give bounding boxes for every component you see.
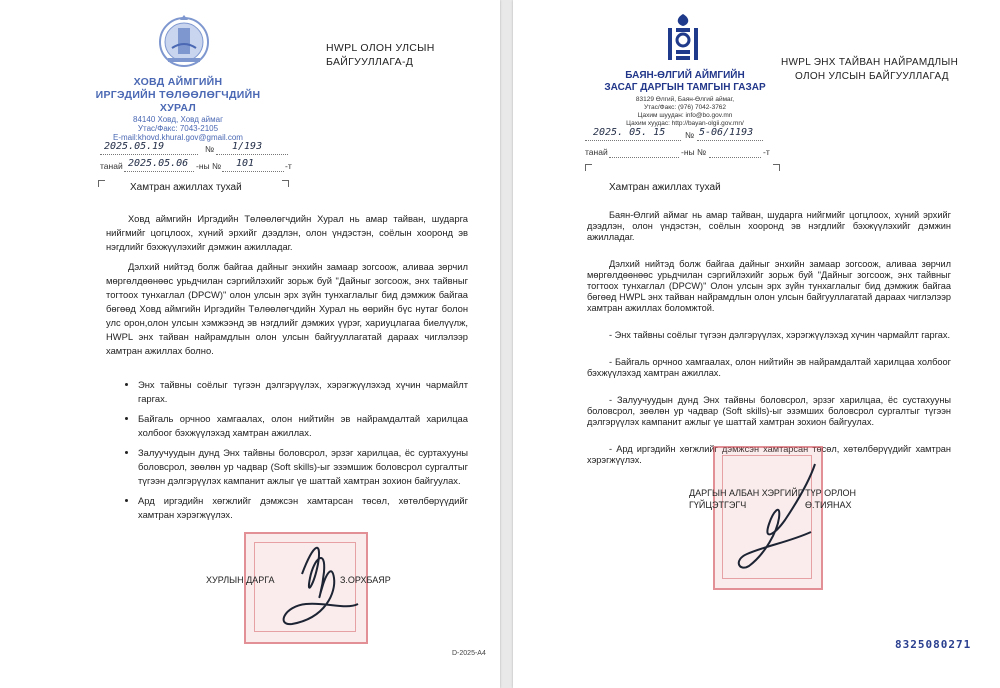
reference-date: 2025. 05. 15: [593, 127, 666, 138]
signer-name: Ө.ТИЯНАХ: [805, 500, 852, 510]
reference-number-label: №: [205, 144, 215, 154]
signer-title: ХУРЛЫН ДАРГА: [206, 575, 275, 585]
bullet-item: • Ард иргэдийн хөгжлийг дэмжсэн хамтарсан төсөл, хөтөлбөрүүдийг хамтран хэрэгжүүлэх.: [138, 494, 468, 522]
body-paragraph-2: Дэлхий нийтэд болж байгаа дайныг энхийн замаар зогсоож, аливаа зөрчил мөргөлдөөнөөс урьдчилан сэргийлэхийг зорьж буй "Дайныг зогсоож, энх тайвныг тогтоох тунхаглал (DPCW)" Олон улсын эрх зүйн тунхаглалыг бид дэмжиж байгаа бөгөөд HWPL энх тайван найрамдлын олон улсын байгууллагатай дараах чиглэлээр хамтран ажиллах боломжтой.: [587, 259, 951, 313]
signature-icon: [262, 534, 362, 630]
state-emblem-icon: [158, 14, 210, 70]
reply-number: 101: [236, 158, 255, 169]
letter-body: [587, 210, 951, 482]
addressee-line2: БАЙГУУЛЛАГА-Д: [326, 56, 414, 68]
signer-title-line2: ГҮЙЦЭТГЭГЧ: [689, 500, 747, 510]
addressee-line1: HWPL ОЛОН УЛСЫН: [326, 42, 435, 54]
reply-label: танай: [585, 147, 608, 157]
addressee-line1: HWPL ЭНХ ТАЙВАН НАЙРАМДЛЫН: [781, 57, 959, 68]
bullet-item: • Байгаль орчноо хамгаалах, олон нийтийн эв найрамдалтай харилцаа холбоог бэхжүүлэхэд хамтран ажиллах.: [138, 412, 468, 440]
org-name-line1: ХОВД АЙМГИЙН: [133, 76, 223, 88]
soyombo-emblem-icon: [660, 12, 706, 66]
org-web: Цахим хуудас: http://bayan-olgii.gov.mn/: [626, 120, 744, 127]
footer-code: D-2025-A4: [452, 650, 486, 657]
org-email: E-mail:khovd.khural.gov@gmail.com: [113, 133, 243, 142]
serial-number: 8325080271: [895, 638, 972, 651]
reply-end: -т: [763, 147, 770, 157]
bullet-list: [124, 378, 468, 528]
reply-date: 2025.05.06: [128, 158, 189, 169]
reference-date: 2025.05.19: [104, 141, 165, 152]
org-address: 83129 Өлгий, Баян-Өлгий аймаг,: [635, 96, 735, 103]
org-phone: Утас/Факс: 7043-2105: [137, 124, 219, 133]
letter-body: [106, 212, 468, 364]
bullet-item: - Ард иргэдийн хөгжлийг дэмжсэн хамтарсан төсөл, хөтөлбөрүүдийг хамтран хэрэгжүүлэх.: [587, 444, 951, 465]
org-name-line1: БАЯН-ӨЛГИЙ АЙМГИЙН: [625, 70, 745, 81]
letter-subject: Хамтран ажиллах тухай: [130, 182, 242, 193]
body-paragraph-1: Ховд аймгийн Иргэдийн Төлөөлөгчдийн Хурал нь амар тайван, шударга нийгмийг цогцлоох, хүний эрхийг дээдлэн, олон үндэстэн, соёлын хооронд эв нэгдлийг бэхжүүлэхийг дэмжин ажилладаг.: [106, 213, 468, 252]
reply-label: танай: [100, 161, 123, 171]
org-name-line2: ЗАСАГ ДАРГЫН ТАМГЫН ГАЗАР: [604, 82, 766, 93]
reply-mid: -ны №: [196, 161, 222, 171]
reference-number: 1/193: [232, 141, 263, 152]
reference-number: 5-06/1193: [699, 127, 754, 138]
letter-page-bayan-olgii: [513, 0, 1000, 688]
bullet-item: • Энх тайвны соёлыг түгээн дэлгэрүүлэх, хэрэгжүүлэхэд хүчин чармайлт гаргах.: [138, 378, 468, 406]
signature-icon: [719, 462, 839, 572]
org-address: 84140 Ховд, Ховд аймаг: [133, 115, 223, 124]
signer-title-line1: ДАРГЫН АЛБАН ХЭРГИЙГ ТҮР ОРЛОН: [689, 488, 857, 498]
reference-number-label: №: [685, 130, 695, 140]
reply-mid: -ны №: [681, 147, 707, 157]
addressee-line2: ОЛОН УЛСЫН БАЙГУУЛЛАГАД: [795, 71, 949, 82]
letter-subject: Хамтран ажиллах тухай: [609, 182, 721, 193]
signer-name: З.ОРХБАЯР: [340, 575, 391, 585]
body-paragraph-2: Дэлхий нийтэд болж байгаа дайныг энхийн замаар зогсоож, аливаа зөрчил мөргөлдөөнөөс урьдчилан сэргийлэхийг зорьж буй "Дайныг зогсоож, энх тайвныг тогтоох тунхаглал (DPCW)" олон улсын эрх зүйн тунхаглалыг бид дэмжиж байгаа бөгөөд Ховд аймгийн Иргэдийн Төлөөлөгчдийн Хурал нь өөрийн бүс нутаг болон улс орон,олон улсын хэмжээнд эв нэгдлийг дэмжих үүрэг, хариуцлагаа биелүүлж, HWPL энх тайван найрамдлын олон улсын байгууллагатай дараах чиглэлээр хамтран ажиллах болно.: [106, 261, 468, 356]
bullet-item: - Залуучуудын дунд Энх тайвны боловсрол, эрзэг харилцаа, ёс сустахууны боловсрол, зөөлөн ур чадвар (Soft skills)-ыг эзэмших боловсрол сургалтыг түгээн дэлгэрүүлэх кампанит ажлыг үе шаттай хамтран зохион байгуулах.: [587, 395, 951, 427]
org-name-line3: ХУРАЛ: [159, 102, 197, 114]
org-email: Цахим шуудан: info@bo.gov.mn: [637, 112, 733, 119]
bullet-item: - Байгаль орчноо хамгаалах, олон нийтийн эв найрамдалтай харилцаа холбоог бэхжүүлэхэд хамтран ажиллах.: [587, 357, 951, 378]
bullet-item: • Залуучуудын дунд Энх тайвны боловсрол, эрзэг харилцаа, ёс суртахууны боловсрол, зөөлөн ур чадвар (Soft skills)-ыг эзэмшиж боловсрол сургалтыг түгээн дэлгэрүүлэх кампанит ажлыг үе шаттай хамтран зохион байгуулах.: [138, 446, 468, 488]
bullet-item: - Энх тайвны соёлыг түгээн дэлгэрүүлэх, хэрэгжүүлэхэд хүчин чармайлт гаргах.: [609, 330, 951, 340]
body-paragraph-1: Баян-Өлгий аймаг нь амар тайван, шударга нийгмийг цогцлоох, хүний эрхийг дээдлэн, олон үндэстэн, соёлын хооронд эв нэгдлийг бэхжүүлэхийг дэмжин ажилладаг.: [587, 210, 951, 242]
org-name-line2: ИРГЭДИЙН ТӨЛӨӨЛӨГЧДИЙН: [95, 89, 261, 101]
org-phone: Утас/Факс: (976) 7042-3762: [643, 104, 727, 111]
reply-end: -т: [285, 161, 292, 171]
